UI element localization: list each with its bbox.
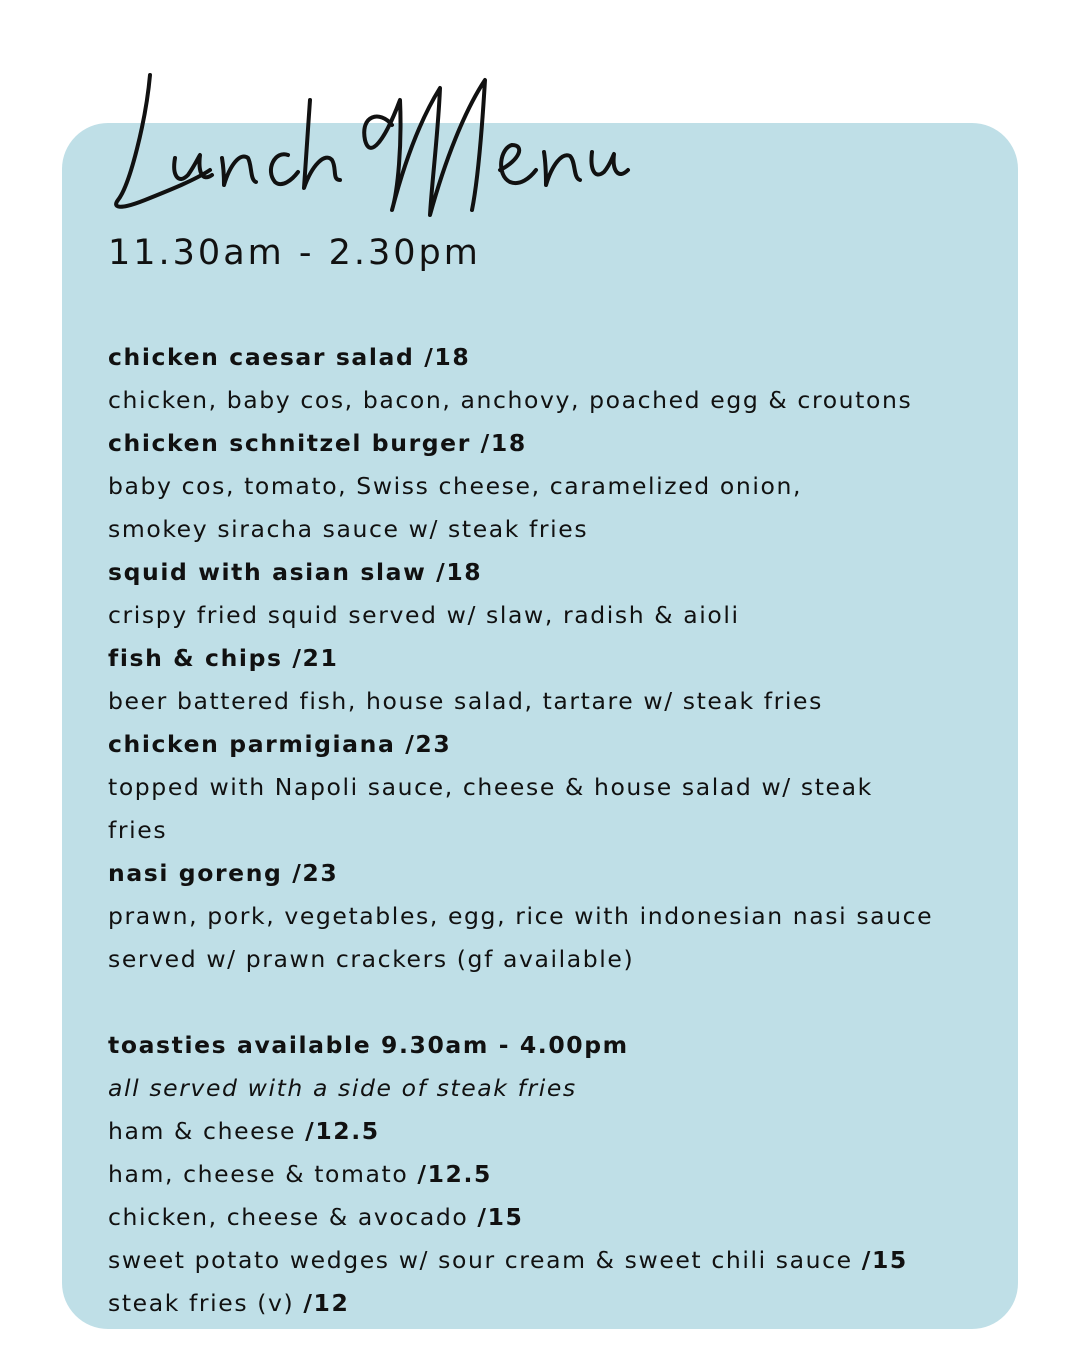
lunch-item bbox=[108, 637, 988, 723]
item-name: nasi goreng /23 bbox=[108, 859, 339, 887]
toastie-item bbox=[108, 1196, 988, 1239]
toastie-name: sweet potato wedges w/ sour cream & sweet chili sauce bbox=[108, 1246, 853, 1274]
item-description: fries bbox=[108, 816, 168, 844]
toastie-price: /15 bbox=[477, 1203, 524, 1231]
lunch-menu-script-title bbox=[100, 40, 660, 240]
item-name: chicken caesar salad /18 bbox=[108, 343, 471, 371]
toastie-price: /12 bbox=[303, 1289, 350, 1317]
lunch-item bbox=[108, 852, 988, 981]
item-name: squid with asian slaw /18 bbox=[108, 558, 483, 586]
toastie-item bbox=[108, 1153, 988, 1196]
item-name: chicken parmigiana /23 bbox=[108, 730, 452, 758]
toasties-section bbox=[108, 1024, 988, 1325]
toastie-name: ham & cheese bbox=[108, 1117, 297, 1145]
item-description: baby cos, tomato, Swiss cheese, caramelized onion, bbox=[108, 472, 803, 500]
lunch-item bbox=[108, 551, 988, 637]
toastie-name: chicken, cheese & avocado bbox=[108, 1203, 469, 1231]
section-spacer bbox=[108, 981, 988, 1024]
lunch-item bbox=[108, 422, 988, 551]
toastie-price: /15 bbox=[861, 1246, 908, 1274]
item-description: crispy fried squid served w/ slaw, radish & aioli bbox=[108, 601, 740, 629]
toastie-price: /12.5 bbox=[417, 1160, 492, 1188]
lunch-item bbox=[108, 723, 988, 852]
toastie-name: steak fries (v) bbox=[108, 1289, 295, 1317]
toastie-price: /12.5 bbox=[305, 1117, 380, 1145]
item-description: smokey siracha sauce w/ steak fries bbox=[108, 515, 589, 543]
toasties-note: all served with a side of steak fries bbox=[108, 1074, 577, 1102]
toasties-heading: toasties available 9.30am - 4.00pm bbox=[108, 1031, 629, 1059]
item-description: served w/ prawn crackers (gf available) bbox=[108, 945, 635, 973]
service-hours: 11.30am - 2.30pm bbox=[108, 233, 481, 273]
menu-title bbox=[100, 40, 660, 240]
toastie-item bbox=[108, 1110, 988, 1153]
toastie-item bbox=[108, 1282, 988, 1325]
toastie-item bbox=[108, 1239, 988, 1282]
item-description: topped with Napoli sauce, cheese & house salad w/ steak bbox=[108, 773, 873, 801]
lunch-item bbox=[108, 336, 988, 422]
menu-content bbox=[108, 228, 988, 1325]
item-description: beer battered fish, house salad, tartare w/ steak fries bbox=[108, 687, 823, 715]
item-description: prawn, pork, vegetables, egg, rice with indonesian nasi sauce bbox=[108, 902, 934, 930]
item-name: chicken schnitzel burger /18 bbox=[108, 429, 527, 457]
item-description: chicken, baby cos, bacon, anchovy, poached egg & croutons bbox=[108, 386, 913, 414]
item-name: fish & chips /21 bbox=[108, 644, 339, 672]
toastie-name: ham, cheese & tomato bbox=[108, 1160, 409, 1188]
